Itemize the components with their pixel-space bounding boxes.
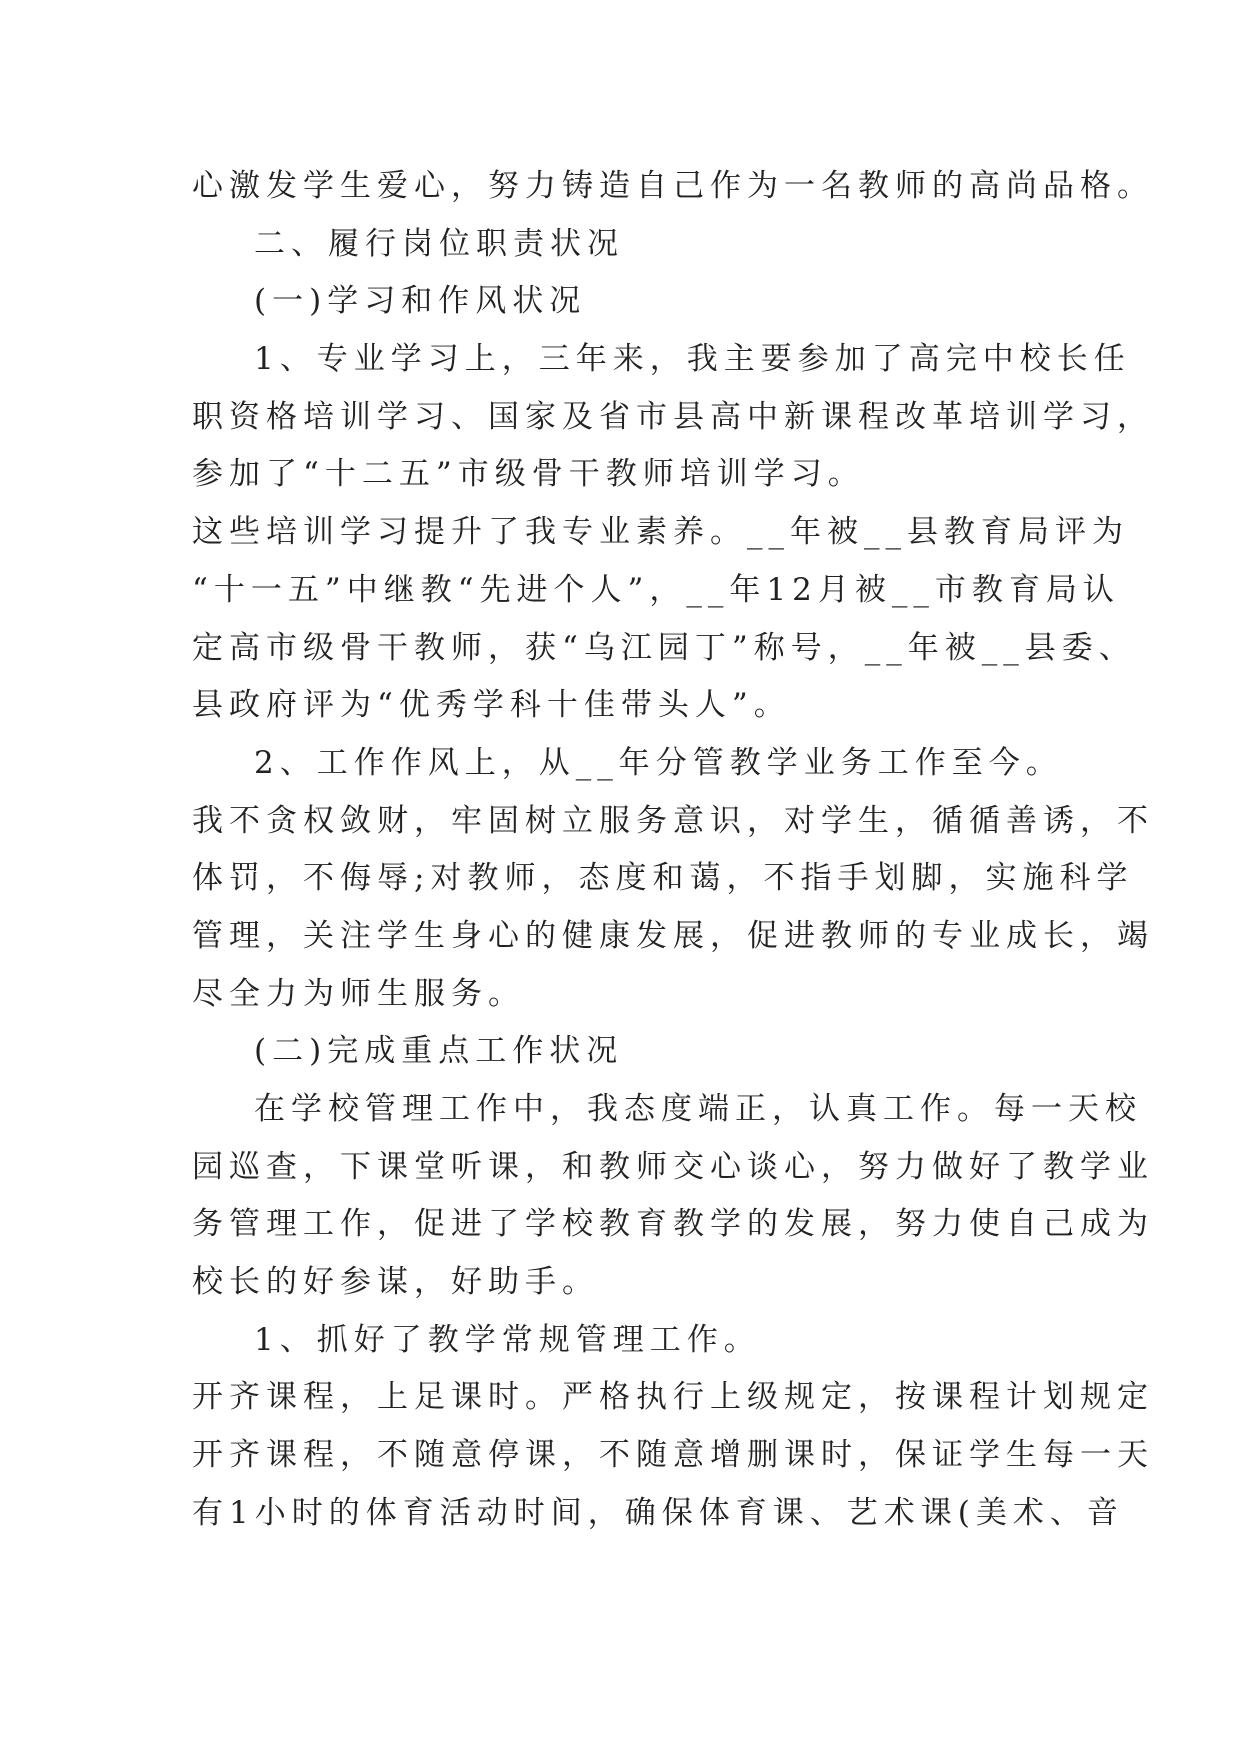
- paragraph-line: 我不贪权敛财，牢固树立服务意识，对学生，循循善诱，不: [192, 802, 1154, 839]
- paragraph-line: 有1小时的体育活动时间，确保体育课、艺术课(美术、音: [192, 1494, 1124, 1531]
- document-body: [192, 158, 1154, 1543]
- paragraph-line: 定高市级骨干教师，获“乌江园丁”称号，__年被__县委、: [192, 629, 1136, 666]
- paragraph-line: 1、专业学习上，三年来，我主要参加了高完中校长任: [254, 341, 1131, 378]
- paragraph-line: 这些培训学习提升了我专业素养。__年被__县教育局评为: [192, 514, 1129, 551]
- paragraph-line: 校长的好参谋，好助手。: [192, 1264, 599, 1301]
- paragraph-line: 2、工作作风上，从__年分管教学业务工作至今。: [254, 744, 1063, 781]
- paragraph-line: 参加了“十二五”市级骨干教师培训学习。: [192, 456, 865, 493]
- paragraph-line: 开齐课程，上足课时。严格执行上级规定，按课程计划规定: [192, 1379, 1154, 1416]
- subsection-heading: (一)学习和作风状况: [254, 283, 587, 320]
- paragraph-line: 心激发学生爱心，努力铸造自己作为一名教师的高尚品格。: [192, 168, 1154, 204]
- subsection-heading: (二)完成重点工作状况: [254, 1033, 624, 1070]
- paragraph-line: 开齐课程，不随意停课，不随意增删课时，保证学生每一天: [192, 1437, 1154, 1474]
- paragraph-line: 务管理工作，促进了学校教育教学的发展，努力使自己成为: [192, 1206, 1154, 1243]
- paragraph-line: 1、抓好了教学常规管理工作。: [254, 1321, 761, 1358]
- paragraph-line: 体罚，不侮辱;对教师，态度和蔼，不指手划脚，实施科学: [192, 860, 1134, 897]
- paragraph-line: 园巡查，下课堂听课，和教师交心谈心，努力做好了教学业: [192, 1148, 1154, 1185]
- paragraph-line: 职资格培训学习、国家及省市县高中新课程改革培训学习，: [192, 398, 1154, 435]
- paragraph-line: 管理，关注学生身心的健康发展，促进教师的专业成长，竭: [192, 917, 1154, 954]
- paragraph-line: 县政府评为“优秀学科十佳带头人”。: [192, 687, 791, 724]
- paragraph-line: 尽全力为师生服务。: [192, 975, 525, 1012]
- paragraph-line: “十一五”中继教“先进个人”，__年12月被__市教育局认: [192, 571, 1120, 608]
- paragraph-line: 在学校管理工作中，我态度端正，认真工作。每一天校: [254, 1091, 1142, 1127]
- section-heading: 二、履行岗位职责状况: [254, 225, 624, 262]
